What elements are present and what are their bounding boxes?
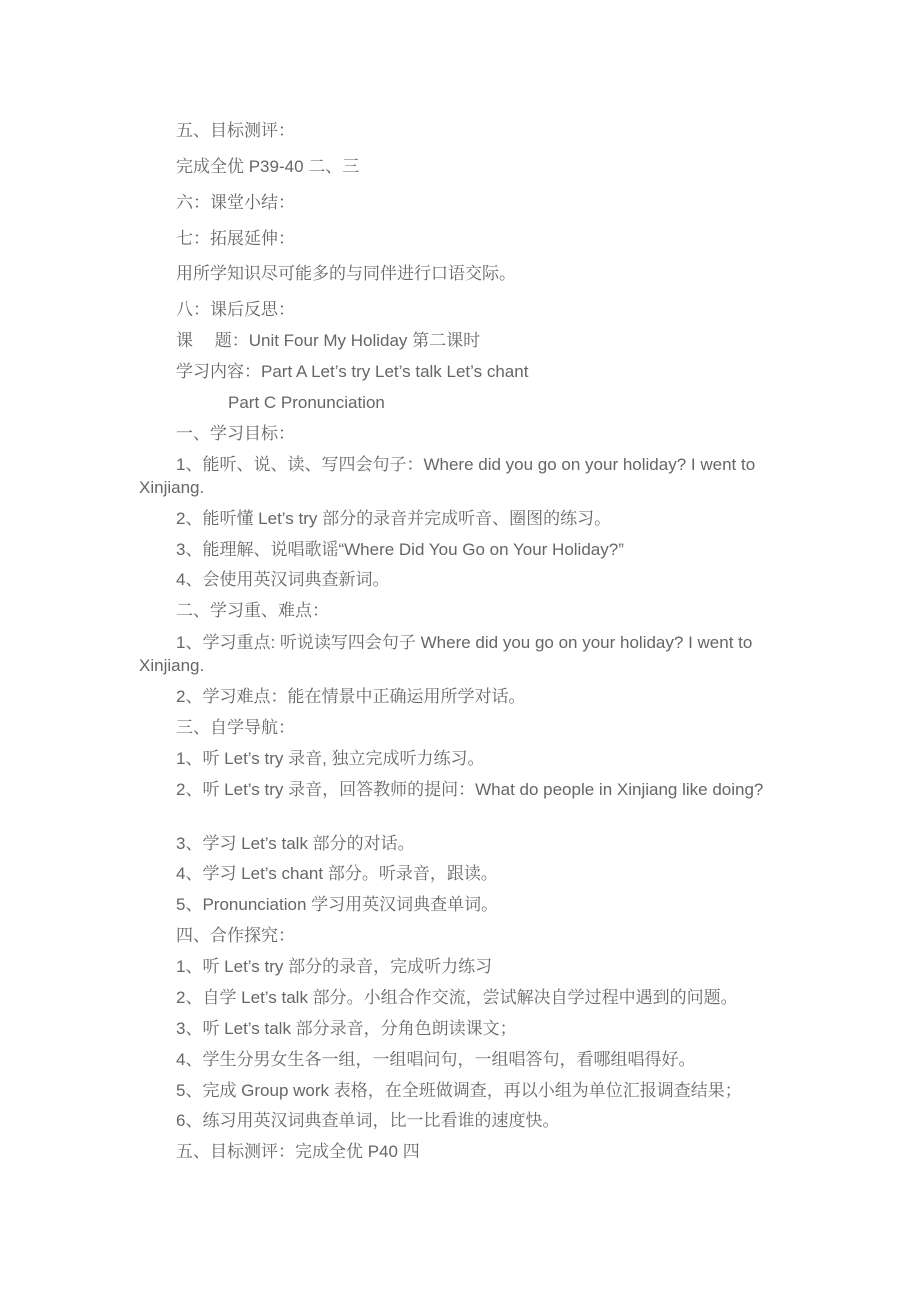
list-item-cooperation-5: 5、完成 Group work 表格，在全班做调查，再以小组为单位汇报调查结果； bbox=[176, 1081, 742, 1100]
list-item-difficulty: 2、学习难点：能在情景中正确运用所学对话。 bbox=[176, 687, 526, 706]
section-heading-reflection: 八：课后反思： bbox=[176, 300, 295, 319]
list-item-self-study-3: 3、学习 Let’s talk 部分的对话。 bbox=[176, 834, 415, 853]
list-item-self-study-1: 1、听 Let’s try 录音, 独立完成听力练习。 bbox=[176, 749, 485, 768]
lesson-content-continued: Part C Pronunciation bbox=[228, 393, 385, 412]
section-heading-cooperation: 四、合作探究： bbox=[176, 926, 295, 945]
list-item-self-study-2: 2、听 Let’s try 录音，回答教师的提问：What do people in Xinjiang like doing? bbox=[176, 780, 764, 799]
list-item-goal-4: 4、会使用英汉词典查新词。 bbox=[176, 570, 390, 589]
list-item-cooperation-2: 2、自学 Let’s talk 部分。小组合作交流，尝试解决自学过程中遇到的问题。 bbox=[176, 988, 738, 1007]
list-item-cooperation-1: 1、听 Let’s try 部分的录音，完成听力练习 bbox=[176, 957, 493, 976]
paragraph-assignment: 完成全优 P39-40 二、三 bbox=[176, 157, 360, 176]
list-item-cooperation-6: 6、练习用英汉词典查单词，比一比看谁的速度快。 bbox=[176, 1111, 560, 1130]
section-heading-extension: 七：拓展延伸： bbox=[176, 229, 295, 248]
list-item-cooperation-3: 3、听 Let’s talk 部分录音，分角色朗读课文； bbox=[176, 1019, 517, 1038]
section-heading-self-study: 三、自学导航： bbox=[176, 718, 295, 737]
section-heading-key-points: 二、学习重、难点： bbox=[176, 601, 329, 620]
section-heading-goal-assessment-2: 五、目标测评：完成全优 P40 四 bbox=[176, 1142, 420, 1161]
list-item-key-point: 1、学习重点: 听说读写四会句子 Where did you go on your holiday? I went to Xinjiang. bbox=[139, 633, 753, 675]
lesson-title: 课 题：Unit Four My Holiday 第二课时 bbox=[176, 331, 481, 350]
section-heading-learning-goals: 一、学习目标： bbox=[176, 424, 295, 443]
list-item-self-study-5: 5、Pronunciation 学习用英汉词典查单词。 bbox=[176, 895, 499, 914]
section-heading-summary: 六：课堂小结： bbox=[176, 193, 295, 212]
paragraph-extension: 用所学知识尽可能多的与同伴进行口语交际。 bbox=[176, 264, 516, 283]
list-item-goal-1: 1、能听、说、读、写四会句子：Where did you go on your holiday? I went to Xinjiang. bbox=[139, 455, 756, 497]
list-item-self-study-4: 4、学习 Let’s chant 部分。听录音，跟读。 bbox=[176, 864, 498, 883]
list-item-cooperation-4: 4、学生分男女生各一组，一组唱问句，一组唱答句，看哪组唱得好。 bbox=[176, 1050, 696, 1069]
list-item-goal-2: 2、能听懂 Let’s try 部分的录音并完成听音、圈图的练习。 bbox=[176, 509, 612, 528]
list-item-goal-3: 3、能理解、说唱歌谣“Where Did You Go on Your Holiday?” bbox=[176, 540, 624, 559]
section-heading-goal-assessment: 五、目标测评： bbox=[176, 121, 295, 140]
lesson-content: 学习内容：Part A Let’s try Let’s talk Let’s chant bbox=[176, 362, 529, 381]
